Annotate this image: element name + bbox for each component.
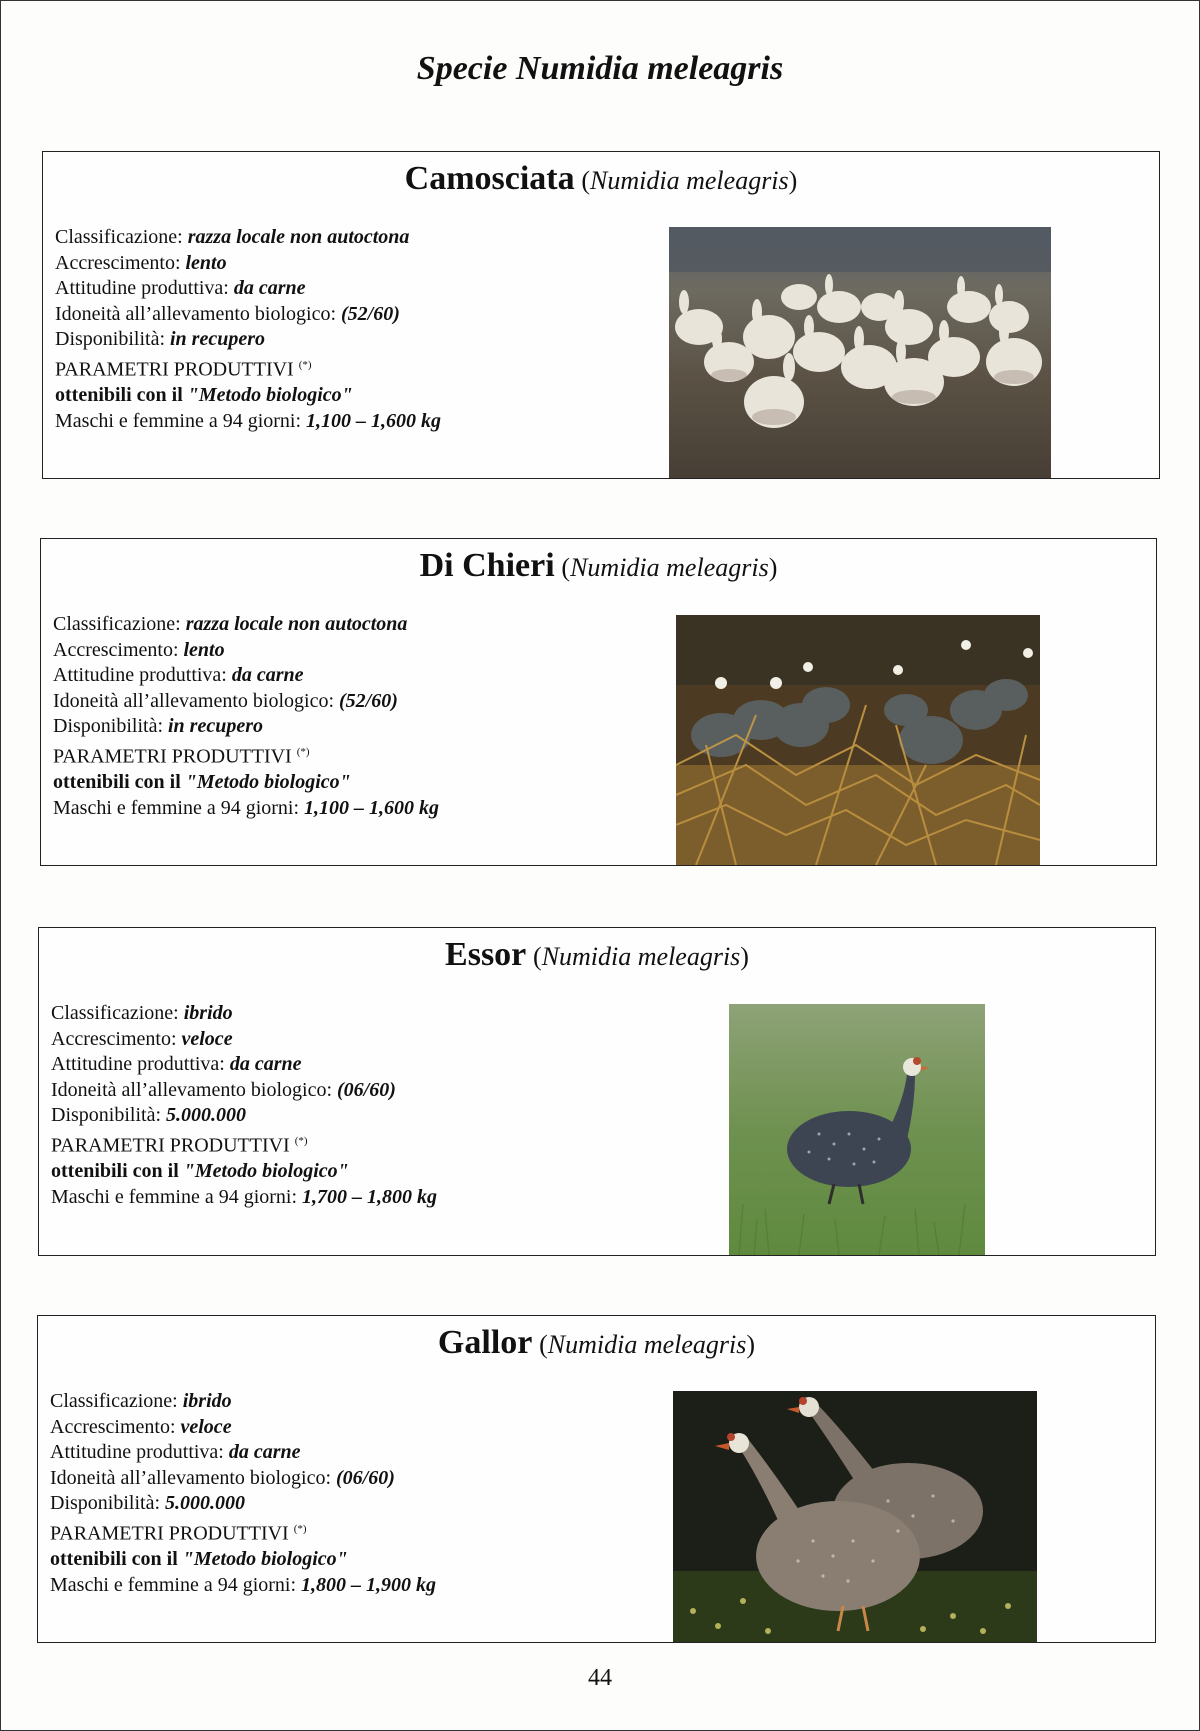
disponibilita-row: Disponibilità: 5.000.000 bbox=[50, 1492, 245, 1515]
breed-heading: Essor (Numidia meleagris) bbox=[445, 936, 749, 973]
accrescimento-row: Accrescimento: veloce bbox=[50, 1415, 232, 1438]
classificazione-value: ibrido bbox=[182, 1390, 232, 1412]
metodo-line: ottenibili con il "Metodo biologico" bbox=[53, 771, 351, 794]
disponibilita-row: Disponibilità: in recupero bbox=[53, 715, 263, 738]
classificazione-row: Classificazione: ibrido bbox=[51, 1002, 233, 1024]
attitudine-row: Attitudine produttiva: da carne bbox=[51, 1053, 302, 1076]
breed-name: Camosciata bbox=[404, 160, 575, 197]
single-guinea-fowl-on-grass-photo bbox=[729, 1004, 985, 1255]
breed-scientific-name: Numidia meleagris bbox=[570, 553, 769, 582]
grey-guinea-fowl-in-straw-photo bbox=[676, 615, 1040, 865]
disponibilita-value: in recupero bbox=[168, 715, 263, 738]
parametri-heading: PARAMETRI PRODUTTIVI (*) bbox=[53, 745, 310, 768]
footnote-marker: (*) bbox=[298, 358, 312, 371]
accrescimento-value: lento bbox=[185, 251, 227, 274]
classificazione-value: razza locale non autoctona bbox=[185, 613, 408, 635]
page-number: 44 bbox=[588, 1665, 612, 1691]
accrescimento-row: Accrescimento: lento bbox=[55, 251, 227, 274]
breed-name: Gallor bbox=[437, 1324, 533, 1361]
breed-info bbox=[55, 225, 441, 434]
classificazione-value: razza locale non autoctona bbox=[187, 226, 410, 248]
breed-heading: Di Chieri (Numidia meleagris) bbox=[419, 547, 778, 584]
idoneita-row: Idoneità all’allevamento biologico: (06/60) bbox=[51, 1078, 396, 1101]
accrescimento-row: Accrescimento: veloce bbox=[51, 1027, 233, 1050]
peso-row: Maschi e femmine a 94 giorni: 1,100 – 1,600 kg bbox=[55, 409, 442, 432]
peso-row: Maschi e femmine a 94 giorni: 1,100 – 1,600 kg bbox=[53, 796, 440, 819]
peso-row: Maschi e femmine a 94 giorni: 1,800 – 1,900 kg bbox=[50, 1573, 437, 1596]
breed-card-essor bbox=[38, 927, 1156, 1256]
disponibilita-value: in recupero bbox=[170, 328, 265, 351]
breed-info bbox=[51, 1001, 437, 1210]
attitudine-row: Attitudine produttiva: da carne bbox=[53, 664, 304, 687]
idoneita-row: Idoneità all’allevamento biologico: (52/60) bbox=[55, 302, 400, 325]
metodo-line: ottenibili con il "Metodo biologico" bbox=[51, 1160, 349, 1183]
breed-card-gallor bbox=[37, 1315, 1156, 1643]
accrescimento-row: Accrescimento: lento bbox=[53, 638, 225, 661]
disponibilita-row: Disponibilità: 5.000.000 bbox=[51, 1104, 246, 1127]
footnote-marker: (*) bbox=[294, 1134, 308, 1147]
attitudine-value: da carne bbox=[228, 1441, 301, 1464]
classificazione-row: Classificazione: razza locale non autoctona bbox=[55, 226, 410, 248]
parametri-heading: PARAMETRI PRODUTTIVI (*) bbox=[50, 1522, 307, 1545]
peso-value: 1,100 – 1,600 kg bbox=[304, 796, 440, 819]
peso-row: Maschi e femmine a 94 giorni: 1,700 – 1,800 kg bbox=[51, 1185, 438, 1208]
parametri-heading: PARAMETRI PRODUTTIVI (*) bbox=[55, 358, 312, 381]
breed-scientific-name: Numidia meleagris bbox=[547, 1330, 747, 1359]
footnote-marker: (*) bbox=[293, 1522, 307, 1535]
parametri-heading: PARAMETRI PRODUTTIVI (*) bbox=[51, 1134, 308, 1157]
accrescimento-value: veloce bbox=[181, 1027, 233, 1050]
attitudine-row: Attitudine produttiva: da carne bbox=[50, 1441, 301, 1464]
breed-card-di-chieri bbox=[40, 538, 1157, 866]
peso-value: 1,100 – 1,600 kg bbox=[306, 409, 442, 432]
idoneita-row: Idoneità all’allevamento biologico: (52/60) bbox=[53, 689, 398, 712]
disponibilita-value: 5.000.000 bbox=[166, 1104, 246, 1127]
idoneita-row: Idoneità all’allevamento biologico: (06/60) bbox=[50, 1466, 395, 1489]
breed-scientific-name: Numidia meleagris bbox=[541, 942, 741, 971]
peso-value: 1,700 – 1,800 kg bbox=[302, 1185, 438, 1208]
classificazione-row: Classificazione: razza locale non autoctona bbox=[53, 613, 408, 635]
peso-value: 1,800 – 1,900 kg bbox=[301, 1573, 437, 1596]
breed-heading: Camosciata (Numidia meleagris) bbox=[404, 160, 798, 197]
page-title: Specie Numidia meleagris bbox=[416, 50, 784, 87]
metodo-line: ottenibili con il "Metodo biologico" bbox=[50, 1548, 348, 1571]
accrescimento-value: lento bbox=[183, 638, 225, 661]
breed-info bbox=[53, 612, 439, 821]
breed-name: Di Chieri bbox=[419, 547, 555, 584]
breed-name: Essor bbox=[445, 936, 527, 973]
idoneita-value: (06/60) bbox=[336, 1466, 395, 1489]
breed-card-camosciata bbox=[42, 151, 1160, 479]
idoneita-value: (06/60) bbox=[337, 1078, 396, 1101]
breed-scientific-name: Numidia meleagris bbox=[590, 166, 789, 195]
attitudine-row: Attitudine produttiva: da carne bbox=[55, 277, 306, 300]
flock-of-white-guinea-fowl-photo bbox=[669, 227, 1051, 478]
breed-heading: Gallor (Numidia meleagris) bbox=[437, 1324, 756, 1361]
accrescimento-value: veloce bbox=[180, 1415, 232, 1438]
disponibilita-value: 5.000.000 bbox=[165, 1492, 245, 1515]
classificazione-value: ibrido bbox=[183, 1002, 233, 1024]
attitudine-value: da carne bbox=[229, 1053, 302, 1076]
two-guinea-fowl-dark-background-photo bbox=[673, 1391, 1037, 1642]
idoneita-value: (52/60) bbox=[341, 302, 400, 325]
breed-info bbox=[50, 1389, 436, 1598]
footnote-marker: (*) bbox=[296, 745, 310, 758]
attitudine-value: da carne bbox=[233, 277, 306, 300]
classificazione-row: Classificazione: ibrido bbox=[50, 1390, 232, 1412]
idoneita-value: (52/60) bbox=[339, 689, 398, 712]
disponibilita-row: Disponibilità: in recupero bbox=[55, 328, 265, 351]
metodo-line: ottenibili con il "Metodo biologico" bbox=[55, 384, 353, 407]
attitudine-value: da carne bbox=[231, 664, 304, 687]
